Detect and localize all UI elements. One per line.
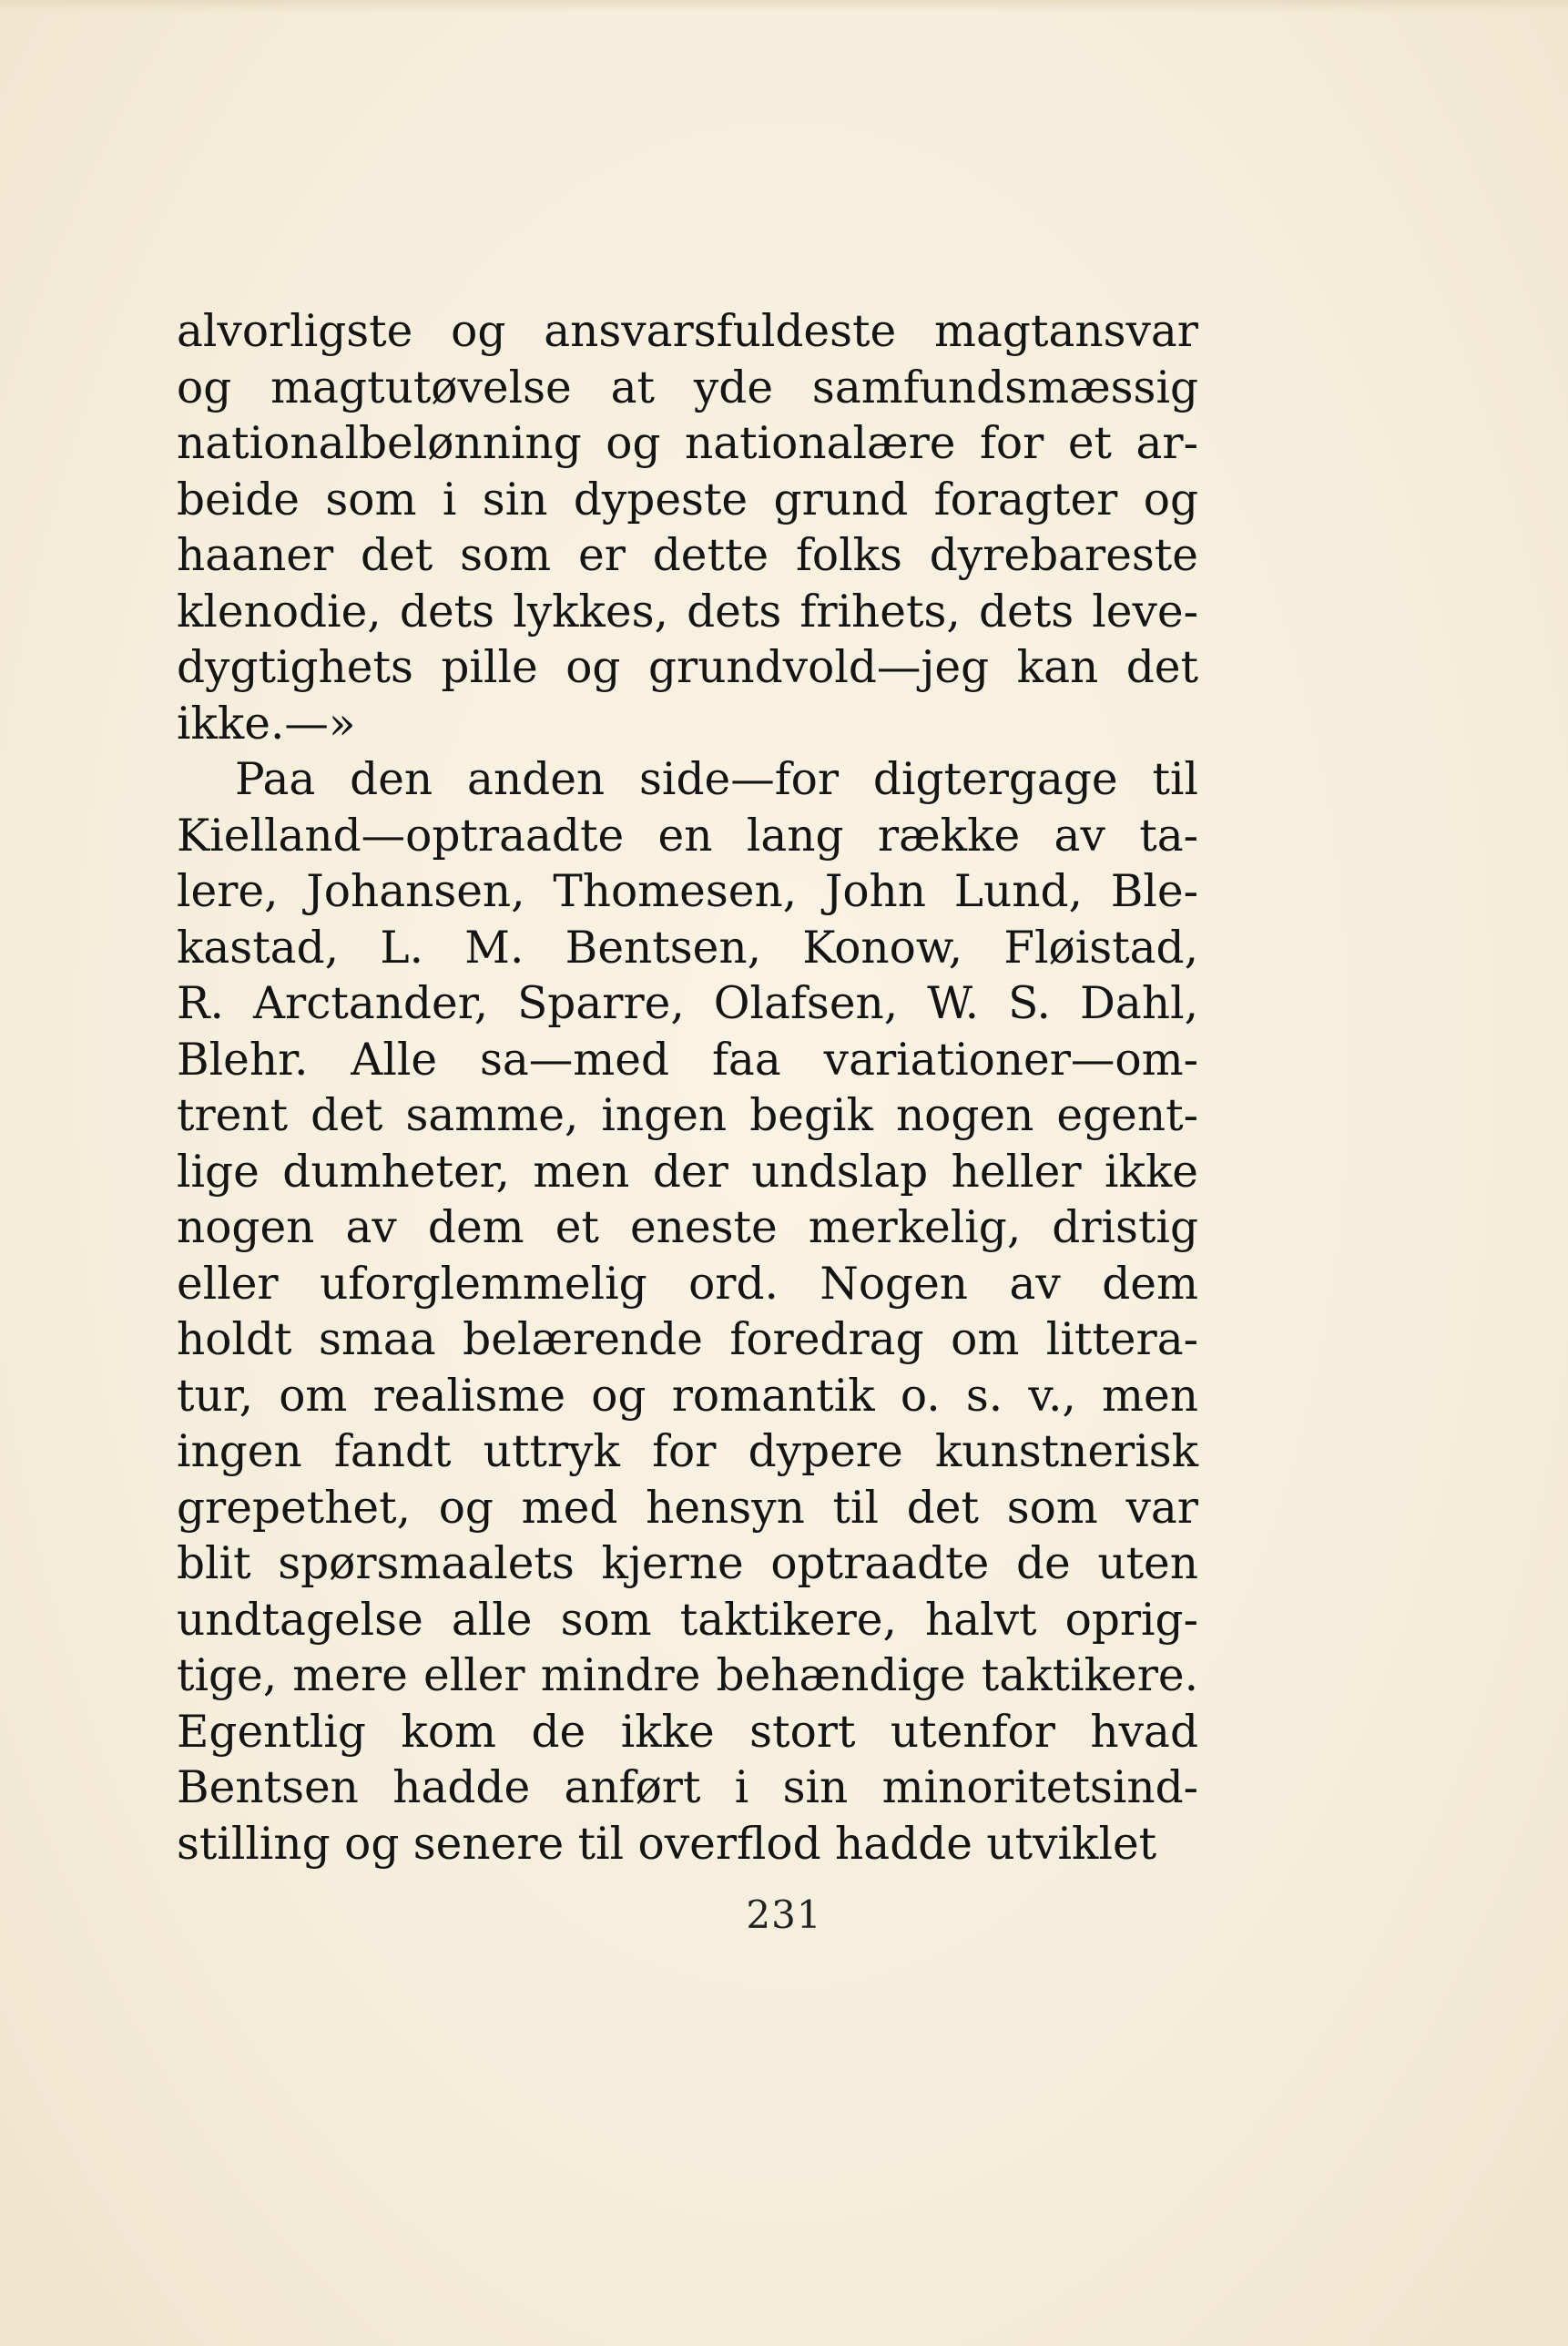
text-line: nationalbelønning og nationalære for et ar- bbox=[177, 418, 1198, 469]
paragraph-end-line: ikke.—» bbox=[177, 698, 356, 750]
page-number: 231 bbox=[746, 1892, 822, 1937]
text-line: R. Arctander, Sparre, Olafsen, W. S. Dahl, bbox=[177, 978, 1198, 1029]
text-line: ingen fandt uttryk for dypere kunstnerisk bbox=[177, 1426, 1198, 1477]
text-line: og magtutøvelse at yde samfundsmæssig bbox=[177, 362, 1198, 413]
text-line: Kielland—optraadte en lang række av ta- bbox=[177, 810, 1198, 862]
text-line: tige, mere eller mindre behændige taktikere. bbox=[177, 1650, 1198, 1701]
text-line: haaner det som er dette folks dyrebareste bbox=[177, 530, 1198, 581]
text-line: klenodie, dets lykkes, dets frihets, dets leve- bbox=[177, 586, 1198, 638]
text-line: lere, Johansen, Thomesen, John Lund, Ble- bbox=[177, 866, 1198, 917]
text-line: blit spørsmaalets kjerne optraadte de uten bbox=[177, 1538, 1198, 1589]
page-edge-shadow bbox=[0, 0, 1568, 13]
text-line: eller uforglemmelig ord. Nogen av dem bbox=[177, 1258, 1198, 1310]
text-line: Bentsen hadde anført i sin minoritetsind- bbox=[177, 1762, 1198, 1813]
text-line: trent det samme, ingen begik nogen egent- bbox=[177, 1090, 1198, 1141]
text-line: Egentlig kom de ikke stort utenfor hvad bbox=[177, 1706, 1198, 1758]
text-line: tur, om realisme og romantik o. s. v., men bbox=[177, 1370, 1198, 1422]
text-line: dygtighets pille og grundvold—jeg kan det bbox=[177, 642, 1198, 693]
body-text bbox=[177, 304, 1198, 1872]
text-line: Blehr. Alle sa—med faa variationer—om- bbox=[177, 1034, 1198, 1086]
text-line: nogen av dem et eneste merkelig, dristig bbox=[177, 1202, 1198, 1253]
text-line: stilling og senere til overflod hadde utviklet bbox=[177, 1818, 1157, 1870]
text-line: lige dumheter, men der undslap heller ikke bbox=[177, 1146, 1198, 1198]
text-line: kastad, L. M. Bentsen, Konow, Fløistad, bbox=[177, 922, 1198, 974]
text-line: undtagelse alle som taktikere, halvt oprig- bbox=[177, 1594, 1198, 1646]
text-line: alvorligste og ansvarsfuldeste magtansvar bbox=[177, 306, 1198, 357]
text-line: holdt smaa belærende foredrag om littera- bbox=[177, 1314, 1198, 1365]
text-line: beide som i sin dypeste grund foragter og bbox=[177, 474, 1198, 525]
paragraph-start-line: Paa den anden side—for digtergage til bbox=[235, 754, 1198, 805]
text-line: grepethet, og med hensyn til det som var bbox=[177, 1482, 1198, 1534]
